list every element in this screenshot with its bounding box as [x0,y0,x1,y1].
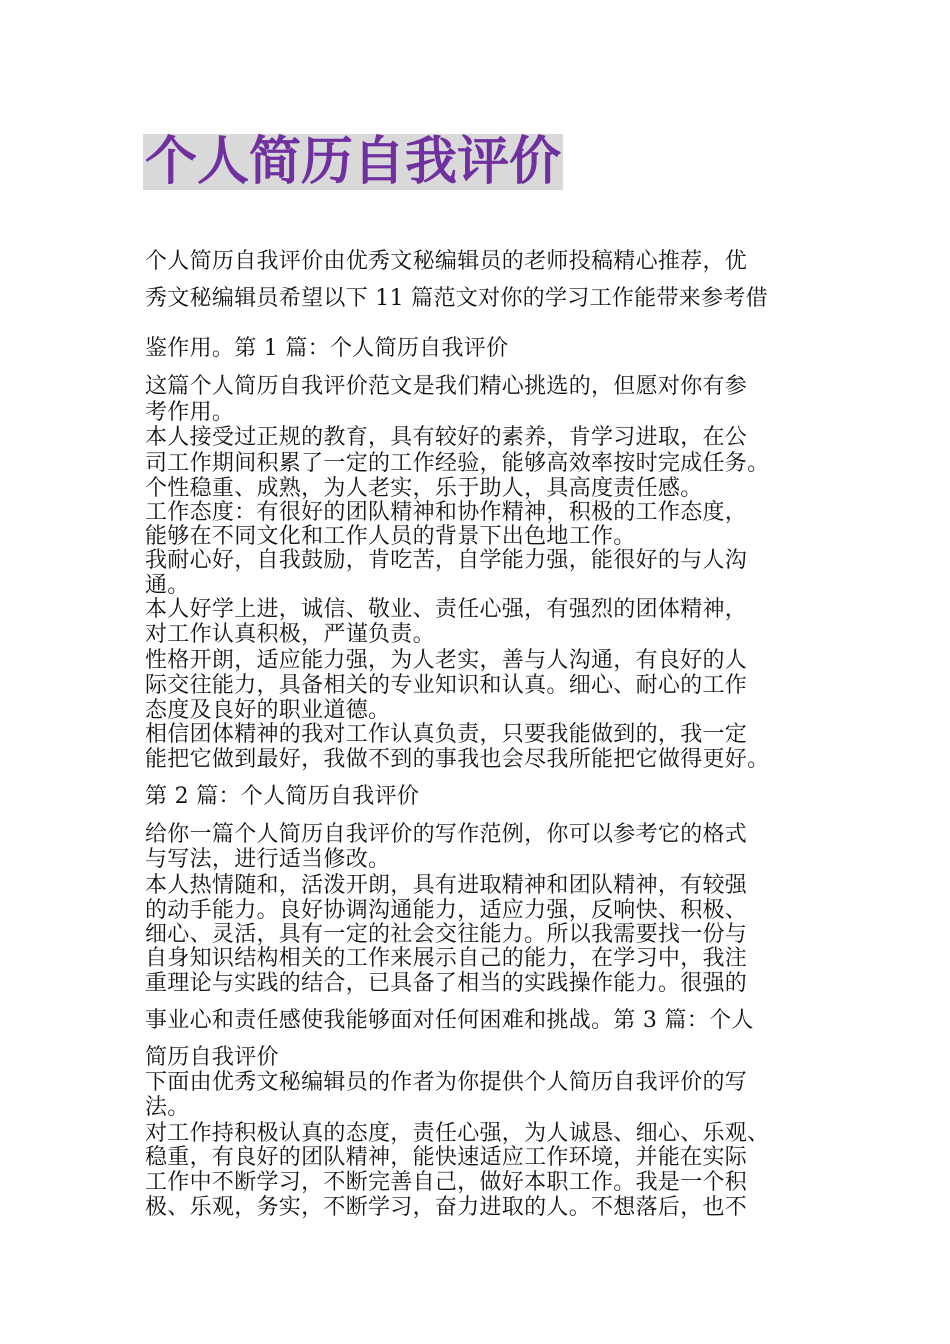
body-line: 我耐心好，自我鼓励，肯吃苦，自学能力强，能很好的与人沟 [145,548,748,573]
body-line: 个性稳重、成熟，为人老实，乐于助人，具高度责任感。 [145,476,703,501]
body-line: 极、乐观，务实，不断学习，奋力进取的人。不想落后，也不 [145,1195,748,1220]
body-line: 本人好学上进，诚信、敬业、责任心强，有强烈的团体精神， [145,597,748,622]
body-line: 能够在不同文化和工作人员的背景下出色地工作。 [145,524,636,549]
body-line: 能把它做到最好，我做不到的事我也会尽我所能把它做得更好。 [145,747,770,772]
body-line: 性格开朗，适应能力强，为人老实，善与人沟通，有良好的人 [145,648,748,673]
section-heading: 第 2 篇：个人简历自我评价 [145,784,420,809]
body-line: 对工作持积极认真的态度，责任心强，为人诚恳、细心、乐观、 [145,1121,770,1146]
body-line: 本人接受过正规的教育，具有较好的素养，肯学习进取，在公 [145,425,748,450]
body-line: 相信团体精神的我对工作认真负责，只要我能做到的，我一定 [145,722,748,747]
body-line: 稳重，有良好的团队精神，能快速适应工作环境，并能在实际 [145,1145,748,1170]
title-highlight [143,134,563,190]
body-line: 司工作期间积累了一定的工作经验，能够高效率按时完成任务。 [145,451,770,476]
page-title: 个人简历自我评价 [145,132,562,192]
body-line: 通。 [145,573,190,598]
body-line: 事业心和责任感使我能够面对任何困难和挑战。第 3 篇：个人 [145,1008,754,1033]
body-line: 个人简历自我评价由优秀文秘编辑员的老师投稿精心推荐，优 [145,249,748,274]
body-line: 工作态度：有很好的团队精神和协作精神，积极的工作态度， [145,500,748,525]
body-line: 秀文秘编辑员希望以下 11 篇范文对你的学习工作能带来参考借 [145,286,768,311]
body-line: 鉴作用。第 1 篇：个人简历自我评价 [145,336,509,361]
body-line: 给你一篇个人简历自我评价的写作范例，你可以参考它的格式 [145,822,748,847]
body-line: 法。 [145,1095,190,1120]
body-line: 细心、灵活，具有一定的社会交往能力。所以我需要找一份与 [145,922,748,947]
body-line: 重理论与实践的结合，已具备了相当的实践操作能力。很强的 [145,971,748,996]
body-line: 简历自我评价 [145,1045,279,1070]
body-line: 本人热情随和，活泼开朗，具有进取精神和团队精神，有较强 [145,873,748,898]
body-line: 对工作认真积极，严谨负责。 [145,622,435,647]
body-line: 工作中不断学习，不断完善自己，做好本职工作。我是一个积 [145,1170,748,1195]
body-line: 这篇个人简历自我评价范文是我们精心挑选的，但愿对你有参 [145,374,748,399]
body-line: 下面由优秀文秘编辑员的作者为你提供个人简历自我评价的写 [145,1070,748,1095]
body-line: 考作用。 [145,400,235,425]
body-line: 际交往能力，具备相关的专业知识和认真。细心、耐心的工作 [145,673,748,698]
body-line: 态度及良好的职业道德。 [145,698,391,723]
body-line: 与写法，进行适当修改。 [145,847,391,872]
body-line: 的动手能力。良好协调沟通能力，适应力强，反响快、积极、 [145,898,748,923]
body-line: 自身知识结构相关的工作来展示自己的能力，在学习中，我注 [145,946,748,971]
